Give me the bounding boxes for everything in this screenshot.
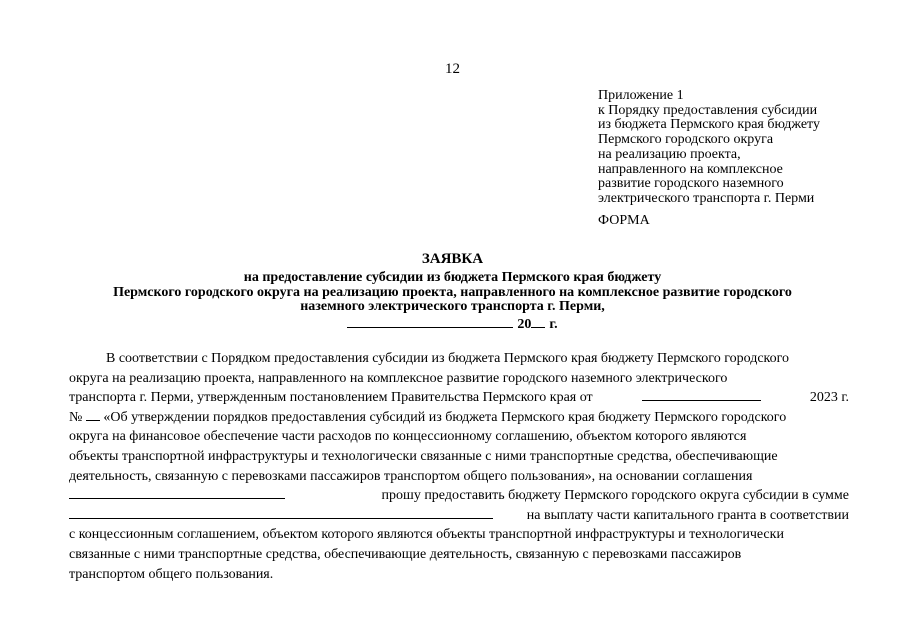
appendix-block: [598, 89, 820, 207]
body-text: округа на финансовое обеспечение части расходов по концессионному соглашению, объектом которого являются: [69, 429, 747, 445]
form-label: ФОРМА: [598, 213, 650, 228]
number-sign: №: [69, 409, 83, 425]
body-line: [69, 369, 849, 389]
body-line: [69, 467, 849, 487]
body-line: [69, 565, 849, 585]
body-line: [69, 427, 849, 447]
resolution-date-blank-field[interactable]: [642, 388, 761, 401]
subtitle-line: на предоставление субсидии из бюджета Пермского края бюджету: [243, 270, 662, 285]
year-blank-field[interactable]: [531, 317, 545, 328]
subtitle-line: наземного электрического транспорта г. Перми,: [300, 299, 605, 314]
body-text: В соответствии с Порядком предоставления субсидии из бюджета Пермского края бюджету Пермского городского: [106, 351, 790, 366]
appendix-line: электрического транспорта г. Перми: [598, 190, 815, 206]
body-text: объекты транспортной инфраструктуры и технологически связанные с ними транспортные средства, обеспечивающие: [69, 448, 778, 464]
body-text: транспортом общего пользования.: [69, 566, 274, 582]
body-text: транспорта г. Перми, утвержденным постановлением Правительства Пермского края от: [69, 390, 593, 406]
subtitle-line: Пермского городского округа на реализацию проекта, направленного на комплексное развитие городского: [113, 284, 792, 300]
appendix-line: Приложение 1: [598, 88, 684, 103]
appendix-line: развитие городского наземного: [598, 176, 784, 192]
body-text: с концессионным соглашением, объектом которого являются объекты транспортной инфраструктуры и технологически: [69, 527, 784, 543]
appendix-line: Пермского городского округа: [598, 132, 774, 148]
body-text: округа на реализацию проекта, направленного на комплексное развитие городского наземного электрического: [69, 370, 728, 386]
page-number: 12: [445, 61, 460, 77]
body-text: «Об утверждении порядков предоставления субсидий из бюджета Пермского края бюджету Пермского городского: [103, 409, 787, 425]
body-text: 2023 г.: [809, 390, 849, 406]
appendix-line: из бюджета Пермского края бюджету: [598, 117, 820, 133]
agreement-blank-field[interactable]: [69, 486, 285, 499]
year-suffix: г.: [549, 317, 558, 332]
body-line: [69, 506, 849, 526]
document-title: ЗАЯВКА: [421, 251, 484, 267]
date-line: [0, 317, 905, 333]
appendix-line: направленного на комплексное: [598, 161, 783, 177]
document-subtitle: [0, 271, 905, 315]
date-blank-field[interactable]: [347, 317, 513, 328]
body-text: прошу предоставить бюджету Пермского городского округа субсидии в сумме: [381, 488, 849, 504]
body-line: [69, 525, 849, 545]
body-text: деятельность, связанную с перевозками пассажиров транспортом общего пользования», на основании соглашения: [69, 468, 753, 484]
body-line: [69, 349, 849, 369]
body-line: [69, 388, 849, 408]
appendix-line: на реализацию проекта,: [598, 146, 741, 162]
body-line: [69, 545, 849, 565]
appendix-line: к Порядку предоставления субсидии: [598, 102, 818, 118]
body-line: [69, 447, 849, 467]
amount-blank-field[interactable]: [69, 506, 493, 519]
body-text: связанные с ними транспортные средства, обеспечивающие деятельность, связанную с перевозками пассажиров: [69, 546, 742, 562]
body-paragraph: [69, 349, 849, 584]
body-text: на выплату части капитального гранта в соответствии: [526, 507, 849, 523]
year-prefix: 20: [517, 317, 532, 332]
body-line: [69, 408, 849, 428]
body-line: [69, 486, 849, 506]
resolution-number-blank-field[interactable]: [86, 408, 100, 421]
